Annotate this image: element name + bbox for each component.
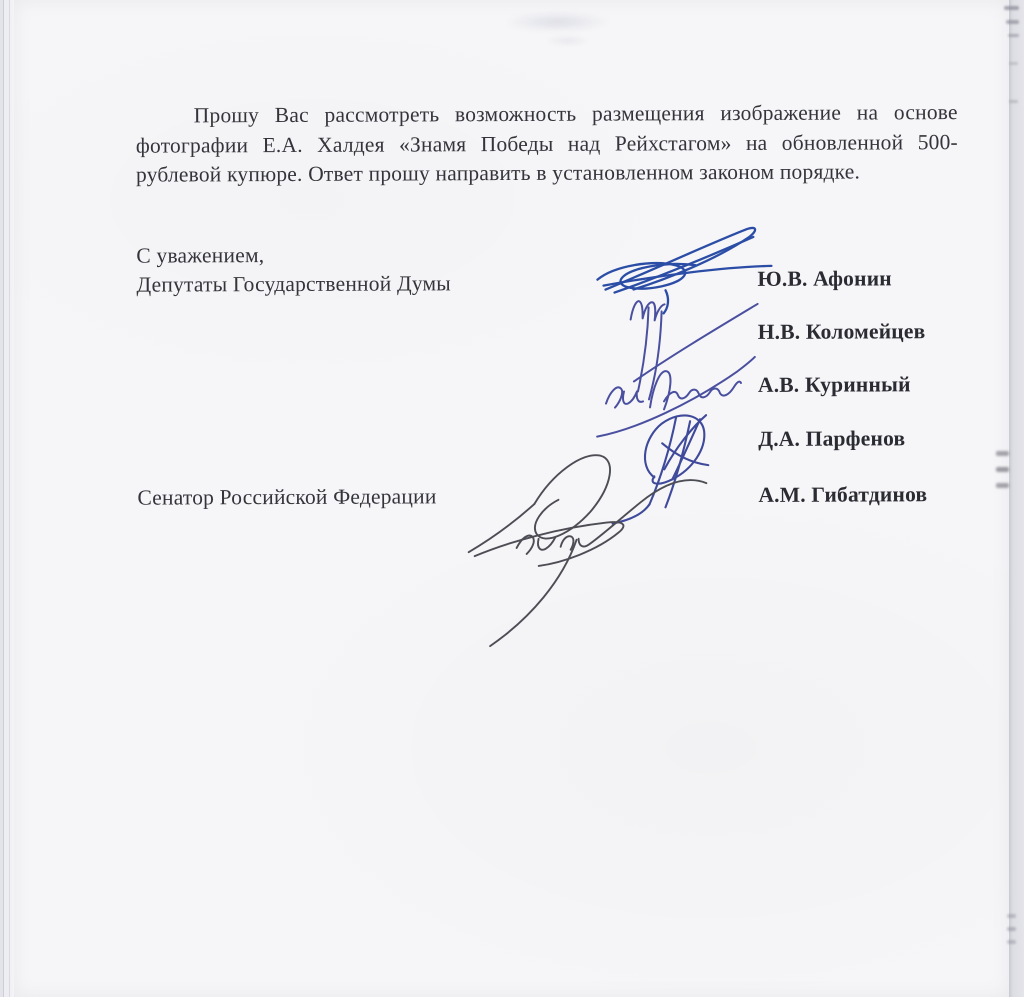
kolomeytsev-signature-ink (631, 301, 758, 400)
binding-mark (1009, 62, 1018, 65)
kurinny-signature-ink (597, 357, 755, 437)
senator-title-label: Сенатор Российской Федерации (137, 484, 437, 510)
parfenov-signature-ink (612, 415, 708, 523)
salutation: С уважением, (136, 243, 265, 268)
paragraph-line-2: фотографии Е.А. Халдея «Знамя Победы над Рейхстагом» на обновленной 500- (135, 129, 958, 158)
paragraph-line-3: рублевой купюре. Ответ прошу направить в установленном законом порядке. (135, 159, 861, 187)
binding-mark (996, 483, 1009, 488)
gibatdinov-signature-ink (468, 455, 707, 647)
signatory-name-afonin: Ю.В. Афонин (757, 266, 892, 291)
paragraph-line-1: Прошу Вас рассмотреть возможность размещения изображение на основе (193, 100, 958, 128)
signatory-name-kurinny: А.В. Куринный (757, 372, 911, 397)
signatory-name-parfenov: Д.А. Парфенов (758, 426, 906, 451)
binding-mark (996, 467, 1009, 472)
binding-mark (996, 451, 1009, 456)
binding-mark (1004, 6, 1019, 10)
binding-mark (1007, 940, 1016, 944)
binding-mark (1006, 20, 1019, 24)
binding-mark (1007, 914, 1016, 918)
binding-mark (1008, 34, 1019, 37)
signatory-group-label: Депутаты Государственной Думы (136, 271, 451, 297)
signatory-name-gibatdinov: А.М. Гибатдинов (758, 482, 928, 507)
binding-mark (1007, 927, 1016, 931)
signatory-name-kolomeytsev: Н.В. Коломейцев (757, 319, 926, 344)
binding-mark (1009, 100, 1018, 103)
afonin-signature-ink (597, 228, 771, 314)
